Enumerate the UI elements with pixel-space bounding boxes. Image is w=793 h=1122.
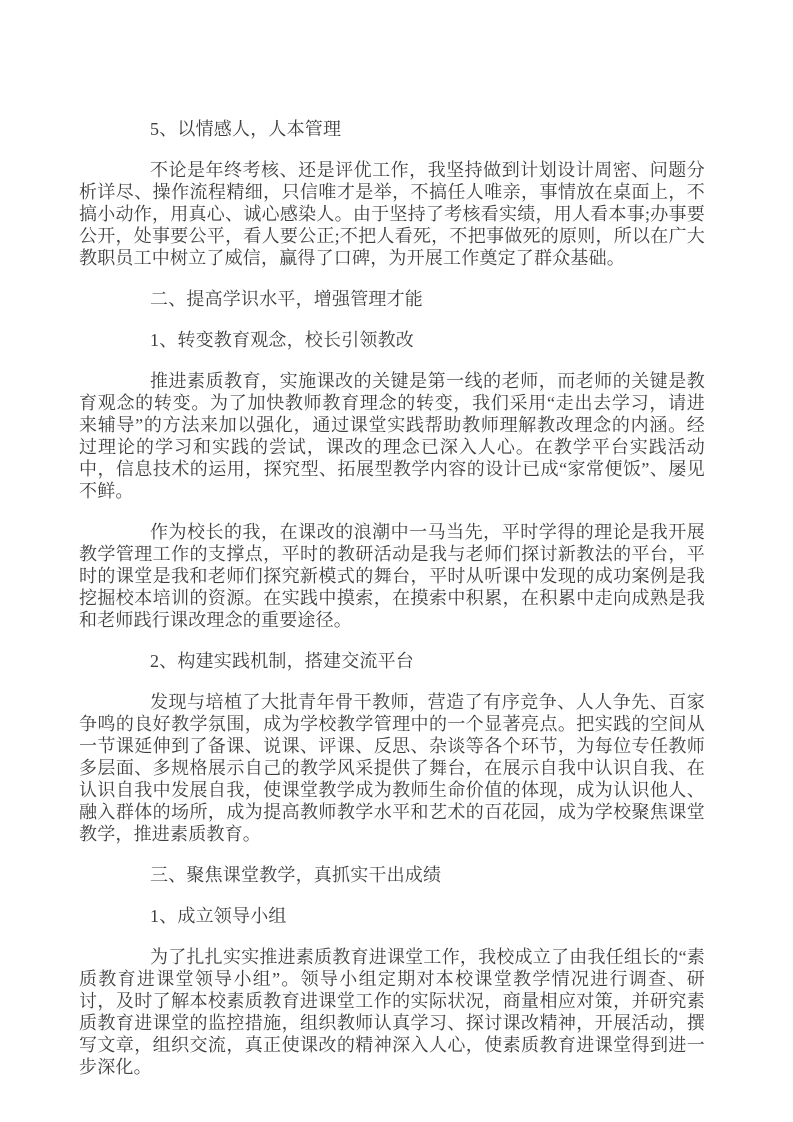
paragraph: 推进素质教育，实施课改的关键是第一线的老师，而老师的关键是教育观念的转变。为了加快教师教育理念的转变，我们采用“走出去学习，请进来辅导”的方法来加以强化，通过课堂实践帮助教师理解教改理念的内涵。经过理论的学习和实践的尝试，课改的理念已深入人心。在教学平台实践活动中，信息技术的运用，探究型、拓展型教学内容的设计已成“家常便饭”、屡见不鲜。 [79, 371, 705, 501]
section-heading: 二、提高学识水平，增强管理才能 [150, 289, 423, 309]
section-heading: 1、成立领导小组 [150, 906, 287, 926]
paragraph: 不论是年终考核、还是评优工作，我坚持做到计划设计周密、问题分析详尽、操作流程精细，只信唯才是举，不搞任人唯亲，事情放在桌面上，不搞小动作，用真心、诚心感染人。由于坚持了考核看实绩，用人看本事;办事要公开，处事要公平，看人要公正;不把人看死，不把事做死的原则，所以在广大教职员工中树立了威信，赢得了口碑，为开展工作奠定了群众基础。 [79, 160, 705, 268]
document-body [79, 118, 705, 1078]
section-heading: 1、转变教育观念，校长引领教改 [150, 330, 414, 350]
section-heading: 三、聚焦课堂教学，真抓实干出成绩 [150, 865, 442, 885]
section-heading: 5、以情感人，人本管理 [150, 119, 342, 139]
paragraph: 为了扎扎实实推进素质教育进课堂工作，我校成立了由我任组长的“素质教育进课堂领导小组”。领导小组定期对本校课堂教学情况进行调查、研讨，及时了解本校素质教育进课堂工作的实际状况，商量相应对策，并研究素质教育进课堂的监控措施，组织教师认真学习、探讨课改精神，开展活动，撰写文章，组织交流，真正使课改的精神深入人心，使素质教育进课堂得到进一步深化。 [79, 947, 705, 1077]
section-heading: 2、构建实践机制，搭建交流平台 [150, 651, 414, 671]
paragraph: 作为校长的我，在课改的浪潮中一马当先，平时学得的理论是我开展教学管理工作的支撑点，平时的教研活动是我与老师们探讨新教法的平台，平时的课堂是我和老师们探究新模式的舞台，平时从听课中发现的成功案例是我挖掘校本培训的资源。在实践中摸索，在摸索中积累，在积累中走向成熟是我和老师践行课改理念的重要途径。 [79, 522, 705, 630]
paragraph: 发现与培植了大批青年骨干教师，营造了有序竞争、人人争先、百家争鸣的良好教学氛围，成为学校教学管理中的一个显著亮点。把实践的空间从一节课延伸到了备课、说课、评课、反思、杂谈等各个环节，为每位专任教师多层面、多规格展示自己的教学风采提供了舞台，在展示自我中认识自我、在认识自我中发展自我，使课堂教学成为教师生命价值的体现，成为认识他人、融入群体的场所，成为提高教师教学水平和艺术的百花园，成为学校聚焦课堂教学，推进素质教育。 [79, 692, 705, 844]
